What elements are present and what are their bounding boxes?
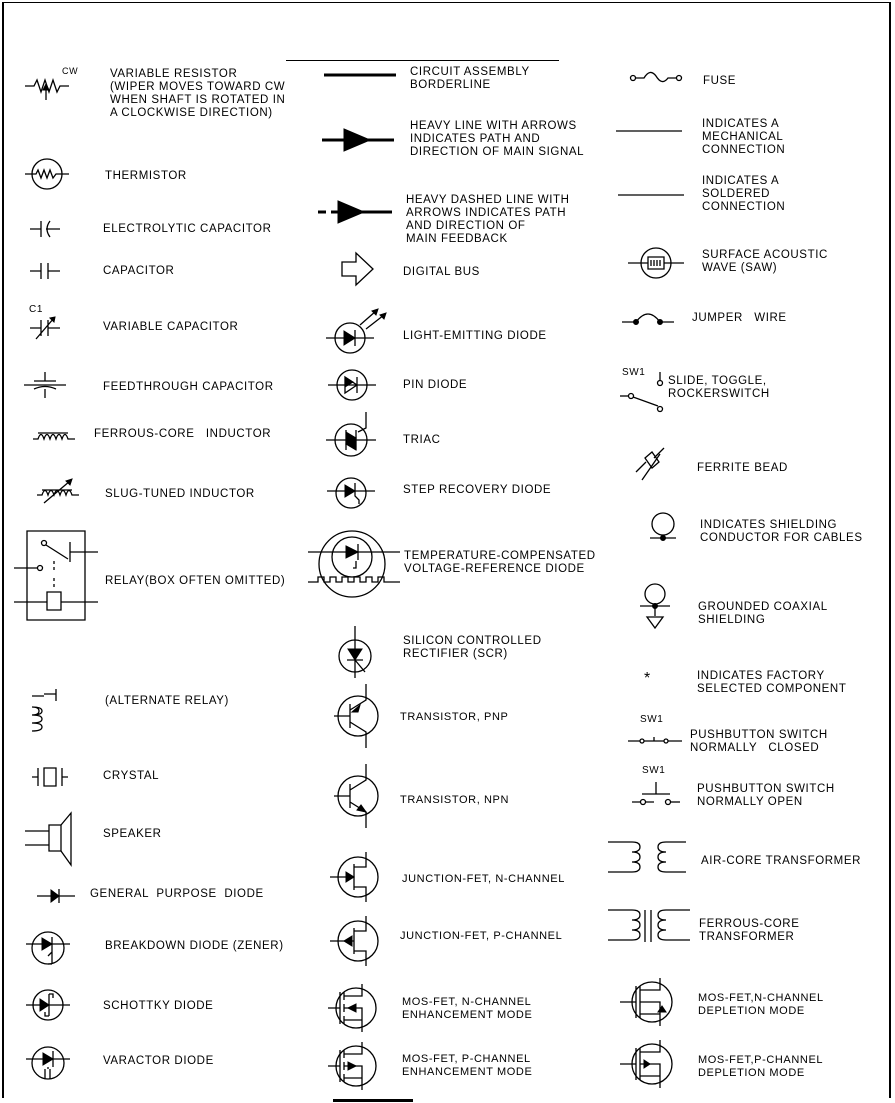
slug-tuned-inductor-icon xyxy=(36,477,80,507)
feedthrough-capacitor-label: FEEDTHROUGH CAPACITOR xyxy=(103,381,274,393)
transistor-pnp-label: TRANSISTOR, PNP xyxy=(400,711,509,723)
slug-tuned-inductor-label: SLUG-TUNED INDUCTOR xyxy=(105,488,255,500)
asterisk-symbol: * xyxy=(644,670,651,687)
varactor-diode-label: VARACTOR DIODE xyxy=(103,1055,214,1067)
digital-bus-label: DIGITAL BUS xyxy=(403,266,480,278)
triac-label: TRIAC xyxy=(403,434,441,446)
jfet-p-icon xyxy=(330,914,386,968)
saw-label: SURFACE ACOUSTIC WAVE (SAW) xyxy=(702,249,828,274)
capacitor-icon xyxy=(28,260,62,282)
step-recovery-diode-label: STEP RECOVERY DIODE xyxy=(403,484,552,496)
jumper-wire-icon xyxy=(620,308,676,330)
variable-resistor-label: VARIABLE RESISTOR (WIPER MOVES TOWARD CW WHEN SHAFT IS ROTATED IN A CLOCKWISE DIRECTION) xyxy=(110,68,286,119)
mosfet-p-dep-icon xyxy=(620,1038,684,1090)
air-core-transformer-label: AIR-CORE TRANSFORMER xyxy=(701,855,862,867)
pushbutton-nc-label: PUSHBUTTON SWITCH NORMALLY CLOSED xyxy=(690,729,828,754)
scr-icon xyxy=(333,624,377,680)
saw-icon xyxy=(628,244,684,282)
shielding-conductor-icon xyxy=(648,510,678,544)
speaker-label: SPEAKER xyxy=(103,828,162,840)
slide-switch-icon xyxy=(618,370,674,416)
crystal-icon xyxy=(30,764,70,790)
general-purpose-diode-icon xyxy=(35,887,77,905)
sw1-slide-label: SW1 xyxy=(622,367,646,378)
jfet-n-label: JUNCTION-FET, N-CHANNEL xyxy=(402,873,565,885)
general-purpose-diode-label: GENERAL PURPOSE DIODE xyxy=(90,888,264,900)
electrolytic-capacitor-label: ELECTROLYTIC CAPACITOR xyxy=(103,223,272,235)
grounded-coax-icon xyxy=(638,580,672,632)
alternate-relay-label: (ALTERNATE RELAY) xyxy=(105,695,229,707)
jumper-wire-label: JUMPER WIRE xyxy=(692,312,787,324)
pushbutton-no-label: PUSHBUTTON SWITCH NORMALLY OPEN xyxy=(697,783,835,808)
mechanical-connection-icon xyxy=(614,128,684,134)
factory-selected-label: INDICATES FACTORY SELECTED COMPONENT xyxy=(697,670,847,695)
sw1-nc-label: SW1 xyxy=(640,714,664,725)
mosfet-n-dep-icon xyxy=(620,976,684,1028)
electrolytic-capacitor-icon xyxy=(28,218,62,240)
mosfet-n-dep-label: MOS-FET,N-CHANNEL DEPLETION MODE xyxy=(698,992,824,1017)
grounded-coax-label: GROUNDED COAXIAL SHIELDING xyxy=(698,601,828,626)
step-recovery-diode-icon xyxy=(327,474,375,512)
soldered-connection-label: INDICATES A SOLDERED CONNECTION xyxy=(702,175,786,213)
temp-comp-diode-label: TEMPERATURE-COMPENSATED VOLTAGE-REFERENCE DIODE xyxy=(404,550,596,575)
jfet-p-label: JUNCTION-FET, P-CHANNEL xyxy=(400,930,563,942)
transistor-npn-label: TRANSISTOR, NPN xyxy=(400,794,510,806)
mosfet-n-enh-label: MOS-FET, N-CHANNEL ENHANCEMENT MODE xyxy=(402,996,533,1021)
variable-capacitor-label: VARIABLE CAPACITOR xyxy=(103,321,239,333)
mosfet-p-dep-label: MOS-FET,P-CHANNEL DEPLETION MODE xyxy=(698,1054,824,1079)
feedthrough-capacitor-icon xyxy=(22,370,68,400)
temp-comp-diode-icon xyxy=(308,528,400,602)
schottky-diode-icon xyxy=(26,986,70,1024)
heavy-dashed-line-label: HEAVY DASHED LINE WITH ARROWS INDICATES PATH AND DIRECTION OF MAIN FEEDBACK xyxy=(406,194,570,245)
borderline-label: CIRCUIT ASSEMBLY BORDERLINE xyxy=(410,66,530,91)
led-label: LIGHT-EMITTING DIODE xyxy=(403,330,547,342)
scr-label: SILICON CONTROLLED RECTIFIER (SCR) xyxy=(403,635,542,660)
ferrous-core-inductor-label: FERROUS-CORE INDUCTOR xyxy=(94,428,272,440)
jfet-n-icon xyxy=(330,850,386,904)
soldered-connection-icon xyxy=(616,192,686,198)
fuse-label: FUSE xyxy=(703,75,737,87)
pushbutton-nc-icon xyxy=(626,734,686,748)
pushbutton-no-icon xyxy=(630,780,684,808)
transistor-npn-icon xyxy=(330,762,384,830)
heavy-line-label: HEAVY LINE WITH ARROWS INDICATES PATH AND DIRECTION OF MAIN SIGNAL xyxy=(410,120,585,158)
heavy-line-arrow-icon xyxy=(320,127,396,153)
borderline-icon xyxy=(322,70,398,80)
speaker-icon xyxy=(25,811,75,867)
transistor-pnp-icon xyxy=(330,682,384,750)
mosfet-n-enh-icon xyxy=(328,982,388,1034)
digital-bus-icon xyxy=(340,251,376,287)
top-rule xyxy=(286,60,559,61)
c1-label: C1 xyxy=(29,304,43,315)
breakdown-diode-label: BREAKDOWN DIODE (ZENER) xyxy=(105,940,284,952)
mosfet-p-enh-icon xyxy=(328,1040,388,1092)
mechanical-connection-label: INDICATES A MECHANICAL CONNECTION xyxy=(702,118,786,156)
slide-switch-label: SLIDE, TOGGLE, ROCKERSWITCH xyxy=(668,375,770,400)
variable-capacitor-icon xyxy=(28,314,62,342)
cw-label: CW xyxy=(62,66,79,76)
varactor-diode-icon xyxy=(26,1042,70,1084)
relay-icon xyxy=(14,528,100,624)
thermistor-icon xyxy=(25,156,69,192)
capacitor-label: CAPACITOR xyxy=(103,265,175,277)
shielding-conductor-label: INDICATES SHIELDING CONDUCTOR FOR CABLES xyxy=(700,519,863,544)
pin-diode-icon xyxy=(328,367,376,403)
mosfet-p-enh-label: MOS-FET, P-CHANNEL ENHANCEMENT MODE xyxy=(402,1053,533,1078)
triac-icon xyxy=(326,410,376,464)
sw1-no-label: SW1 xyxy=(642,765,666,776)
led-icon xyxy=(322,307,392,357)
crystal-label: CRYSTAL xyxy=(103,770,160,782)
schottky-diode-label: SCHOTTKY DIODE xyxy=(103,1000,214,1012)
relay-label: RELAY(BOX OFTEN OMITTED) xyxy=(105,575,286,587)
air-core-transformer-icon xyxy=(606,838,690,878)
pin-diode-label: PIN DIODE xyxy=(403,379,468,391)
ferrite-bead-label: FERRITE BEAD xyxy=(697,462,788,474)
heavy-dashed-line-icon xyxy=(316,199,394,225)
thermistor-label: THERMISTOR xyxy=(105,170,187,182)
ferrous-core-inductor-icon xyxy=(32,428,76,444)
ferrous-core-transformer-label: FERROUS-CORE TRANSFORMER xyxy=(699,918,800,943)
fuse-icon xyxy=(626,66,686,86)
bottom-mark xyxy=(333,1099,413,1102)
breakdown-diode-icon xyxy=(26,928,70,968)
alternate-relay-icon xyxy=(30,683,64,733)
ferrous-core-transformer-icon xyxy=(606,906,692,946)
ferrite-bead-icon xyxy=(634,448,666,482)
